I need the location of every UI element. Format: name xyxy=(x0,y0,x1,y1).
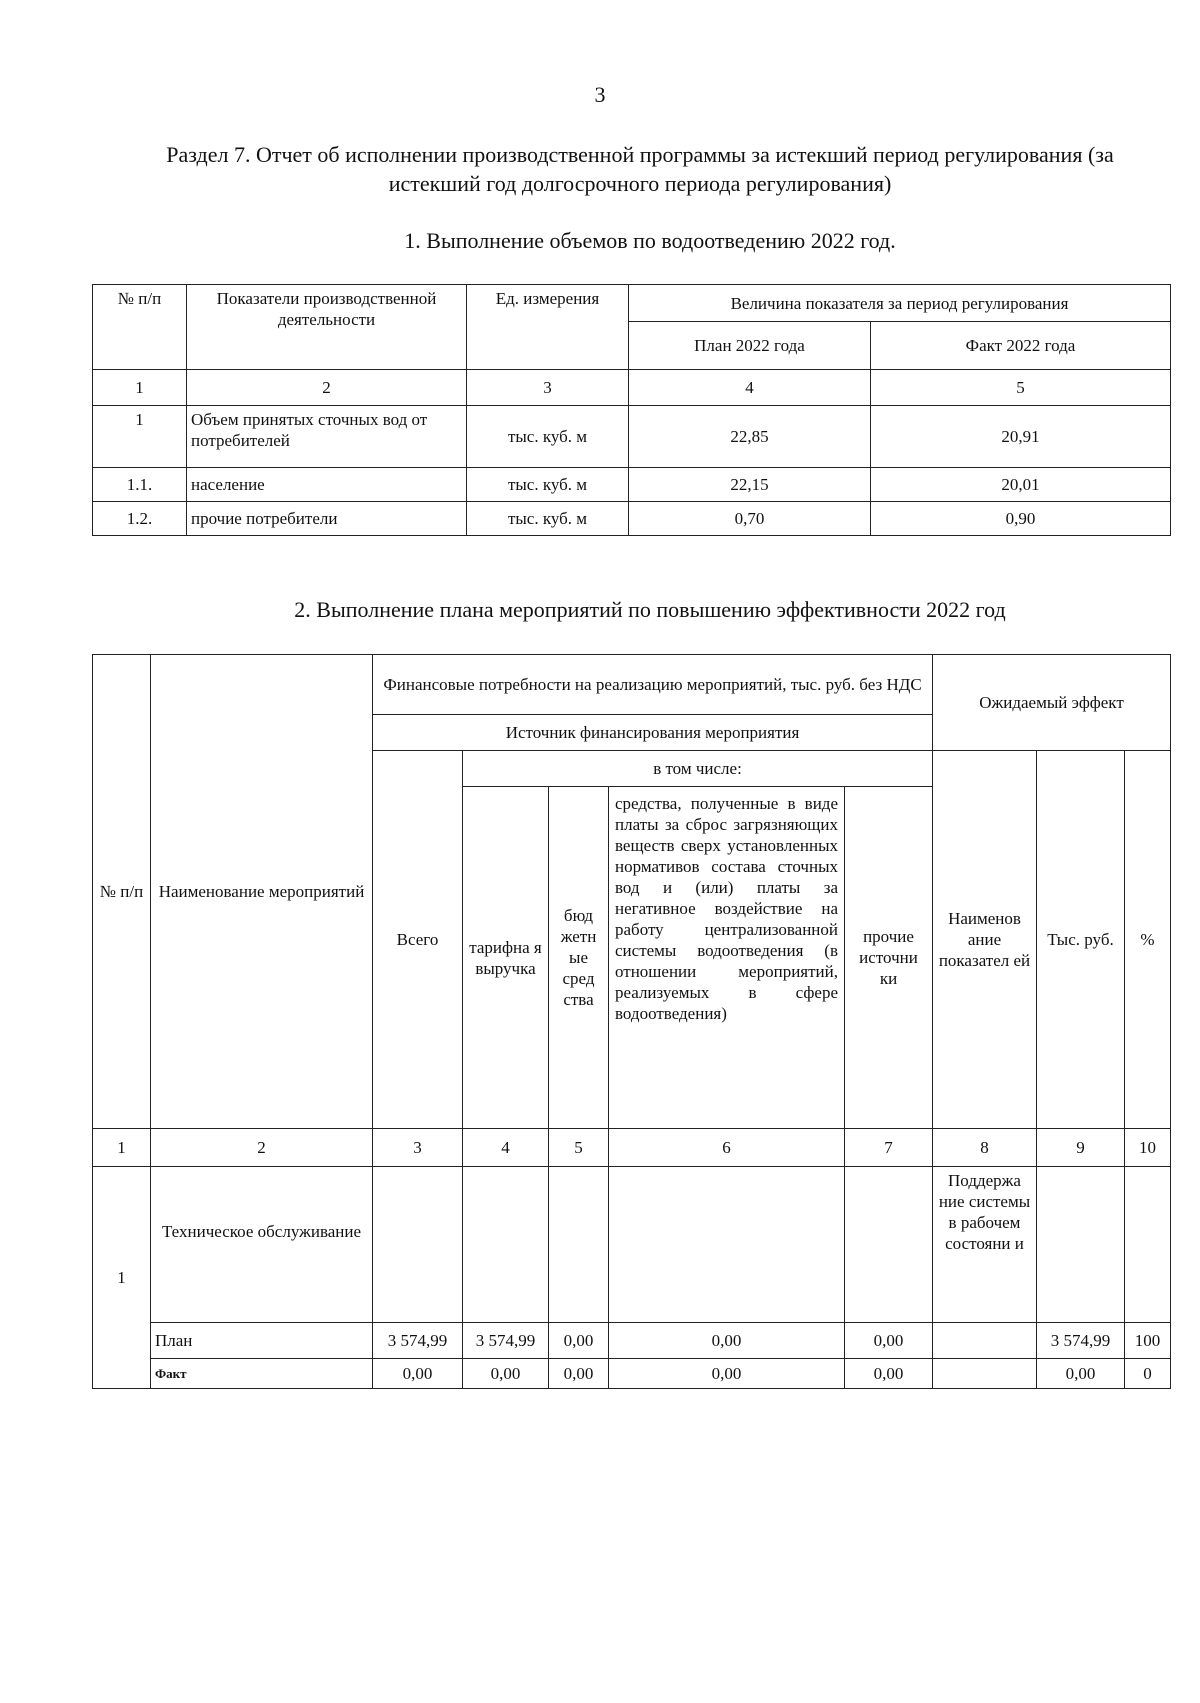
fact-tariff: 0,00 xyxy=(463,1359,549,1389)
header-indicator: Показатели производственной деятельности xyxy=(187,285,467,370)
row-plan: 22,15 xyxy=(629,468,871,502)
item-num: 1 xyxy=(93,1167,151,1389)
header-finance: Финансовые потребности на реализацию мероприятий, тыс. руб. без НДС xyxy=(373,655,933,715)
item-name: Техническое обслуживание xyxy=(151,1167,373,1323)
fact-other: 0,00 xyxy=(845,1359,933,1389)
table-row xyxy=(93,502,1171,536)
fact-fees: 0,00 xyxy=(609,1359,845,1389)
row-name: население xyxy=(187,468,467,502)
col-number: 6 xyxy=(609,1129,845,1167)
col-number: 1 xyxy=(93,370,187,406)
header-num: № п/п xyxy=(93,285,187,370)
plan-tariff: 3 574,99 xyxy=(463,1323,549,1359)
col-number: 2 xyxy=(151,1129,373,1167)
fact-label: Факт xyxy=(151,1359,373,1389)
header-including: в том числе: xyxy=(463,751,933,787)
table2-title: 2. Выполнение плана мероприятий по повышению эффективности 2022 год xyxy=(294,597,1006,622)
table-row xyxy=(93,468,1171,502)
table-row xyxy=(93,1323,1171,1359)
header-source: Источник финансирования мероприятия xyxy=(373,715,933,751)
col-number: 3 xyxy=(373,1129,463,1167)
row-num: 1 xyxy=(93,406,187,468)
col-number: 2 xyxy=(187,370,467,406)
header-fact: Факт 2022 года xyxy=(871,322,1171,370)
fact-total: 0,00 xyxy=(373,1359,463,1389)
row-num: 1.1. xyxy=(93,468,187,502)
col-number: 9 xyxy=(1037,1129,1125,1167)
header-tariff: тарифна я выручка xyxy=(463,787,549,1129)
volumes-table xyxy=(92,284,1171,536)
col-number: 4 xyxy=(629,370,871,406)
header-other: прочие источни ки xyxy=(845,787,933,1129)
plan-other: 0,00 xyxy=(845,1323,933,1359)
col-number: 5 xyxy=(549,1129,609,1167)
plan-fees: 0,00 xyxy=(609,1323,845,1359)
plan-budget: 0,00 xyxy=(549,1323,609,1359)
plan-percent: 100 xyxy=(1125,1323,1171,1359)
header-plan: План 2022 года xyxy=(629,322,871,370)
header-indicator-name: Наименов ание показател ей xyxy=(933,751,1037,1129)
header-unit: Ед. измерения xyxy=(467,285,629,370)
row-unit: тыс. куб. м xyxy=(467,502,629,536)
plan-label: План xyxy=(151,1323,373,1359)
row-plan: 22,85 xyxy=(629,406,871,468)
header-name: Наименование мероприятий xyxy=(151,655,373,1129)
col-number: 1 xyxy=(93,1129,151,1167)
section-title: Раздел 7. Отчет об исполнении производственной программы за истекший период регулирования (за истекший год долгосрочного периода регулирования) xyxy=(166,142,1114,196)
fact-percent: 0 xyxy=(1125,1359,1171,1389)
plan-total: 3 574,99 xyxy=(373,1323,463,1359)
header-thousand-rub: Тыс. руб. xyxy=(1037,751,1125,1129)
table1-title: 1. Выполнение объемов по водоотведению 2022 год. xyxy=(404,228,896,253)
fact-thousand-rub: 0,00 xyxy=(1037,1359,1125,1389)
col-number: 4 xyxy=(463,1129,549,1167)
col-number: 3 xyxy=(467,370,629,406)
fact-effect-name xyxy=(933,1359,1037,1389)
table-row xyxy=(93,406,1171,468)
row-fact: 20,91 xyxy=(871,406,1171,468)
header-effect: Ожидаемый эффект xyxy=(933,655,1171,751)
table-row xyxy=(93,1167,1171,1323)
row-plan: 0,70 xyxy=(629,502,871,536)
header-num: № п/п xyxy=(93,655,151,1129)
col-number: 7 xyxy=(845,1129,933,1167)
row-unit: тыс. куб. м xyxy=(467,406,629,468)
col-number: 5 xyxy=(871,370,1171,406)
row-unit: тыс. куб. м xyxy=(467,468,629,502)
col-number: 8 xyxy=(933,1129,1037,1167)
row-name: прочие потребители xyxy=(187,502,467,536)
row-name: Объем принятых сточных вод от потребителей xyxy=(187,406,467,468)
row-fact: 20,01 xyxy=(871,468,1171,502)
header-percent: % xyxy=(1125,751,1171,1129)
plan-effect-name xyxy=(933,1323,1037,1359)
col-number: 10 xyxy=(1125,1129,1171,1167)
page-number: 3 xyxy=(594,82,606,107)
header-value-group: Величина показателя за период регулирования xyxy=(629,285,1171,322)
header-fees: средства, полученные в виде платы за сброс загрязняющих веществ сверх установленных нормативов состава сточных вод и (или) платы за негативное воздействие на работу централизованной системы водоотведения (в отношении мероприятий, реализуемых в сфере водоотведения) xyxy=(609,787,845,1129)
fact-budget: 0,00 xyxy=(549,1359,609,1389)
table-row xyxy=(93,1359,1171,1389)
header-budget: бюд жетн ые сред ства xyxy=(549,787,609,1129)
measures-table xyxy=(92,654,1171,1389)
header-total: Всего xyxy=(373,751,463,1129)
plan-thousand-rub: 3 574,99 xyxy=(1037,1323,1125,1359)
item-effect-name: Поддержа ние системы в рабочем состояни и xyxy=(933,1167,1037,1323)
row-num: 1.2. xyxy=(93,502,187,536)
row-fact: 0,90 xyxy=(871,502,1171,536)
